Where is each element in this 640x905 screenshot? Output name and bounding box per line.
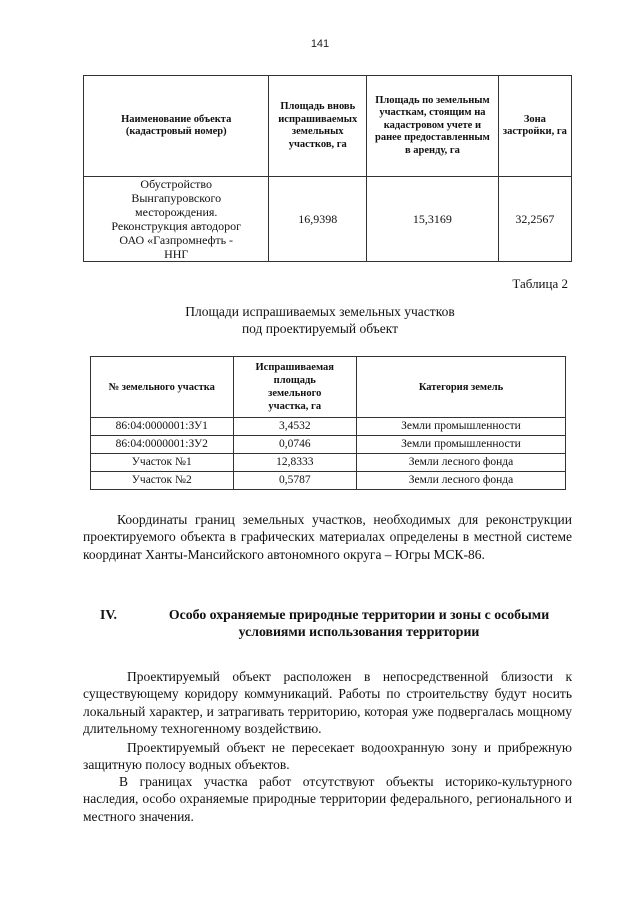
table-title-line-2: под проектируемый объект	[241, 321, 399, 336]
cell-area: 12,8333	[233, 454, 357, 472]
table-row	[91, 418, 566, 436]
table-row	[91, 436, 566, 454]
cell-plot-number: 86:04:0000001:ЗУ2	[91, 436, 234, 454]
cell-registered-area: 15,3169	[367, 177, 499, 262]
requested-plots-table	[90, 356, 566, 490]
table-header-row	[91, 357, 566, 418]
table-header-row	[84, 76, 572, 177]
section-number: IV.	[100, 607, 118, 622]
table-label: Таблица 2	[512, 276, 568, 291]
column-header-new-area: Площадь вновь испрашиваемых земельных участков, га	[269, 76, 367, 177]
cell-object-name: Обустройство Вынгапуровского месторождения. Реконструкция автодорог ОАО «Газпромнефть - ННГ	[84, 177, 269, 262]
column-header-registered-area: Площадь по земельным участкам, стоящим на кадастровом учете и ранее предоставленным в аренду, га	[367, 76, 499, 177]
page-number: 141	[310, 38, 330, 50]
cell-category: Земли промышленности	[357, 436, 566, 454]
cell-area: 0,0746	[233, 436, 357, 454]
cell-area: 0,5787	[233, 472, 357, 490]
paragraph-water-zone: Проектируемый объект не пересекает водоохранную зону и прибрежную защитную полосу водных объектов.	[83, 740, 572, 773]
section-heading	[100, 606, 570, 640]
cell-area: 3,4532	[233, 418, 357, 436]
cell-category: Земли лесного фонда	[357, 472, 566, 490]
cell-plot-number: Участок №2	[91, 472, 234, 490]
paragraph-location: Проектируемый объект расположен в непосредственной близости к существующему коридору коммуникаций. Работы по строительству будут носить локальный характер, и затрагивать территорию, которая уже подвергалась мощному длительному техногенному воздействию.	[83, 669, 572, 737]
cell-category: Земли лесного фонда	[357, 454, 566, 472]
table-title-line-1: Площади испрашиваемых земельных участков	[185, 304, 455, 319]
section-title: Особо охраняемые природные территории и зоны с особыми условиями использования территории	[168, 607, 550, 639]
column-header-land-category: Категория земель	[357, 357, 566, 418]
cell-category: Земли промышленности	[357, 418, 566, 436]
land-plots-summary-table	[83, 75, 572, 262]
column-header-zone: Зона застройки, га	[498, 76, 571, 177]
table-row	[91, 454, 566, 472]
table-row	[84, 177, 572, 262]
table-title	[0, 303, 640, 337]
cell-plot-number: Участок №1	[91, 454, 234, 472]
column-header-plot-number: № земельного участка	[91, 357, 234, 418]
cell-zone: 32,2567	[498, 177, 571, 262]
coordinates-paragraph: Координаты границ земельных участков, необходимых для реконструкции проектируемого объекта в графических материалах определены в местной системе координат Ханты-Мансийского автономного округа – Югры МСК-86.	[83, 512, 572, 562]
column-header-object-name: Наименование объекта (кадастровый номер)	[84, 76, 269, 177]
paragraph-heritage: В границах участка работ отсутствуют объекты историко-культурного наследия, особо охраняемые природные территории федерального, регионального и местного значения.	[83, 774, 572, 824]
cell-plot-number: 86:04:0000001:ЗУ1	[91, 418, 234, 436]
column-header-requested-area: Испрашиваемая площадь земельного участка, га	[233, 357, 357, 418]
cell-new-area: 16,9398	[269, 177, 367, 262]
table-row	[91, 472, 566, 490]
